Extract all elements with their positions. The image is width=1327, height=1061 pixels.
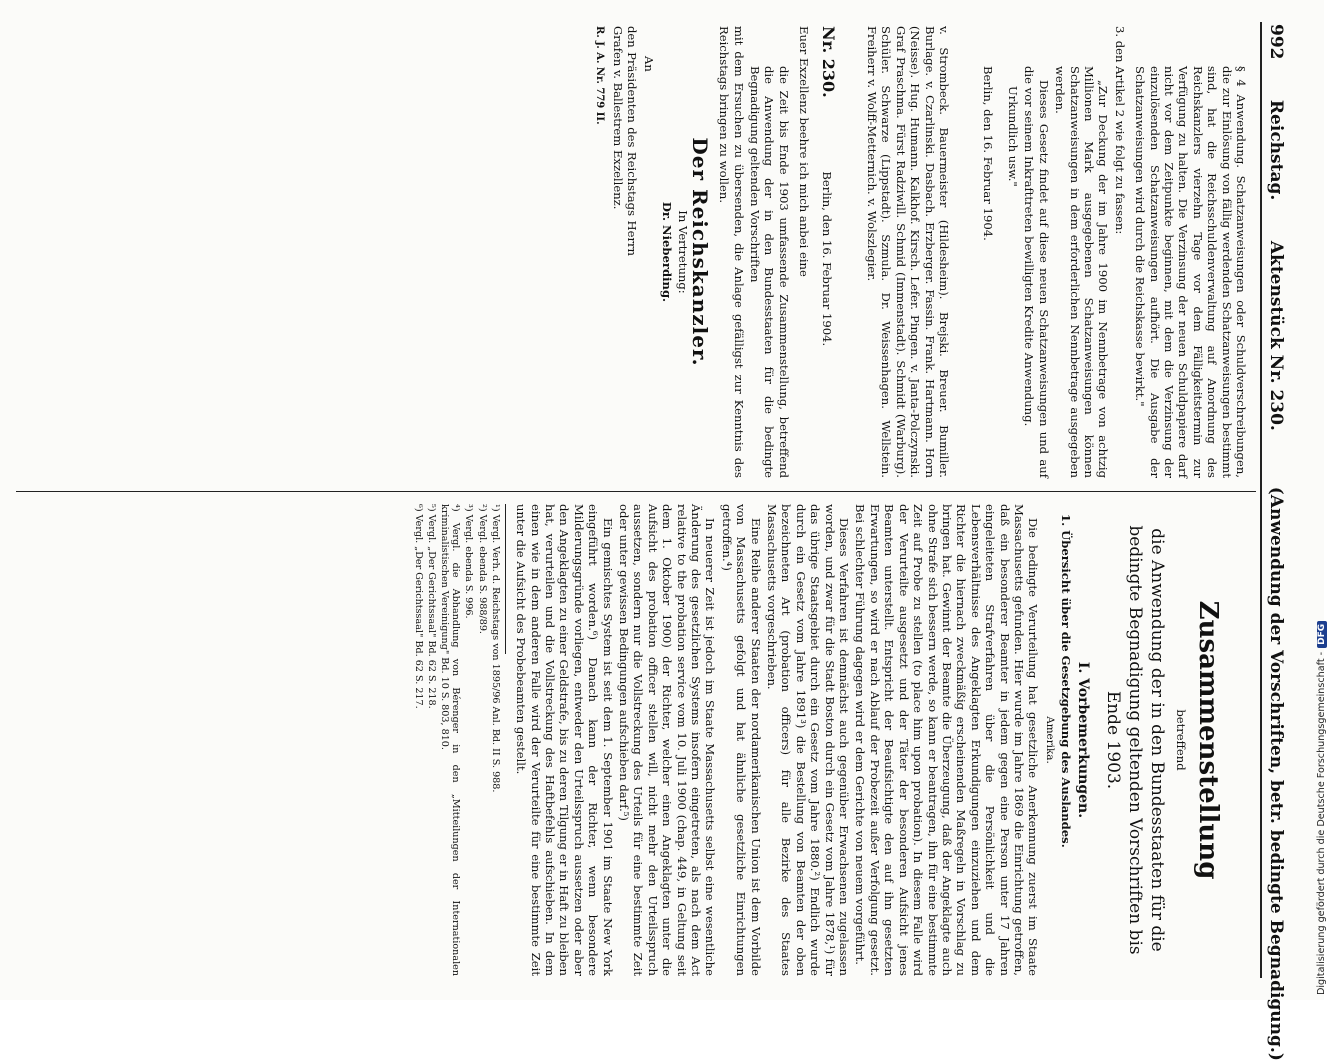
column-divider [16, 491, 1256, 492]
footnote-2: ²) Vergl. ebenda S. 988/89. [476, 504, 488, 634]
left-column [590, 26, 1248, 478]
salutation: Euer Exzellenz beehre ich mich anbei eine [797, 26, 812, 277]
nr-230 [818, 26, 838, 478]
signer-title: Der Reichskanzler. [687, 137, 712, 367]
paragraph-4: In neuerer Zeit ist jedoch im Staate Massachusetts selbst eine wesentliche Änderung des gesetzlichen Systems insofern eingetreten, als nach dem Act relative to the probation service vom 10. Juli 1900 (chap. 449, in Geltung seit dem 1. Oktober 1900) der Richter, welcher einen Angeklagten unter die Aufsicht des probation officer stellen will, nicht mehr den Urteilsspruch aussetzen, sondern nur die Vollstreckung des Urteils für eine bestimmte Zeit oder unter gewissen Bedingungen aufschieben darf.⁵) [617, 504, 718, 976]
letter-body: die Zeit bis Ende 1903 umfassende Zusammenstellung, betreffend die Anwendung der in den Bundesstaaten für die bedingte Begnadigung geltenden Vorschriften [748, 66, 791, 478]
letter-body-2: mit dem Ersuchen zu übersenden, die Anlage gefälligst zur Kenntnis des Reichstags bringen zu wollen. [717, 26, 746, 478]
header-rule [1260, 22, 1262, 978]
artikel-3: 3. den Artikel 2 wie folgt zu fassen: [1112, 26, 1127, 235]
aktenstueck-label: Aktenstück Nr. 230. [1266, 240, 1286, 431]
paragraph-5: Ein gemischtes System ist seit dem 1. September 1901 im Staate New York eingeführt worden.⁶) Danach kann der Richter, wenn besondere Milderungsgründe vorliegen, entweder den Urteilsspruch aussetzen oder aber den Angeklagten zu einer Geldstrafe, bis zu deren Tilgung er in Haft zu bleiben hat, verurteilen und die Vollstreckung des Haftbefehls aufschieben. In dem einen wie in dem anderen Falle wird der Verurteilte für eine bestimmte Zeit unter die Aufsicht des Probebeamten gestellt. [514, 504, 615, 976]
betreffend: betreffend [1174, 709, 1188, 771]
reichstag-label: Reichstag. [1266, 99, 1286, 201]
urkundlich: Urkundlich usw." [1005, 86, 1020, 187]
page-header [1266, 24, 1286, 1061]
footnotes [412, 504, 500, 976]
dfg-logo: DFG [1317, 621, 1327, 648]
quote-zur-deckung: „Zur Deckung der im Jahre 1900 im Nennbetrage von achtzig Millionen Mark ausgegebenen Schatzanweisungen können Schatzanweisungen in dem erforderlichen Nennbetrage ausgegeben werden. [1053, 66, 1111, 478]
date-2: Berlin, den 16. Februar 1904. [819, 171, 834, 347]
signer-name: Dr. Nieberding. [660, 201, 674, 303]
digitization-text: Digitalisierung gefördert durch die Deutsche Forschungsgemeinschaft - [1316, 651, 1327, 995]
header-subject: (Anwendung der Vorschriften, betr. bedingte Begnadigung.) [1266, 486, 1286, 1061]
amerika-heading: Amerika. [1043, 716, 1056, 764]
footnote-3: ³) Vergl. ebenda S. 996. [463, 504, 475, 619]
paragraph-3: Eine Reihe anderer Staaten der nordamerikanischen Union ist dem Vorbilde von Massachusetts gefolgt und hat ähnliche gesetzliche Einrichtungen getroffen.⁴) [719, 504, 763, 976]
footnote-1: ¹) Vergl. Verh. d. Reichstags von 1895/96 Anl. Bd. II S. 988. [489, 504, 501, 793]
reference-number: R. J. A. Nr. 779 II. [594, 26, 606, 125]
page-number: 992 [1266, 24, 1286, 60]
footnote-rule [505, 504, 506, 654]
section-1-heading: I. Vorbemerkungen. [1074, 661, 1091, 819]
footnote-4: ⁴) Vergl. die Abhandlung von Bérenger in den „Mitteilungen der Internationalen kriminalistischen Vereinigung" Bd. 10 S. 803, 810. [438, 504, 462, 976]
an: An [641, 56, 656, 72]
in-vertretung: In Vertretung: [676, 210, 691, 294]
footnote-6: ⁶) Vergl. „Der Gerichtssaal" Bd. 62 S. 217. [412, 504, 424, 709]
quote-gesetz: Dieses Gesetz findet auf diese neuen Schatzanweisungen und auf die vor seinem Inkrafttreten bewilligten Kredite Anwendung. [1022, 66, 1051, 478]
footnote-5: ⁵) Vergl. „Der Gerichtssaal" Bd. 62 S. 218. [425, 504, 437, 709]
right-column [410, 504, 1248, 976]
nr-label: Nr. 230. [818, 26, 838, 98]
date-1: Berlin, den 16. Februar 1904. [981, 66, 996, 241]
paragraph-2: Dieses Verfahren ist demnächst auch gegenüber Erwachsenen zugelassen worden, und zwar für die Stadt Boston durch ein Gesetz vom Jahre 1878,¹) für das übrige Staatsgebiet durch ein Gesetz vom Jahre 1880.²) Endlich wurde durch ein Gesetz vom Jahre 1891³) die Bestellung von Beamten der oben bezeichneten Art (probation officers) für alle Bezirke des Staates Massachusetts vorgeschrieben. [765, 504, 852, 976]
digitization-sidebar [1296, 0, 1327, 1000]
signatories: v. Strombeck. Bauermeister (Hildesheim). Brejski. Breuer. Bumiller. Burlage. v. Czarlinski. Dasbach. Erzberger. Fassin. Frank. Hartmann. Horn (Neisse). Hug. Humann. Kalkhof. Kirsch. Lefer. Pingen. v. Janta-Polczynski. Graf Praschma. Fürst Radziwill. Schmid (Immenstadt). Schmidt (Warburg). Schüler. Schwarze (Lippstadt). Szmula. Dr. Weissenhagen. Wellstein. Freiherr v. Wolff-Metternich. v. Wolszlegier. [865, 26, 952, 478]
paragraph-1: Die bedingte Verurteilung hat gesetzliche Anerkennung zuerst im Staate Massachusetts gefunden. Hier wurde im Jahre 1869 die Einrichtung getroffen, daß ein besonderer Beamter in jedem gegen eine Person unter 17 Jahren eingeleiteten Strafverfahren über die Persönlichkeit und die Lebensverhältnisse des Angeklagten Erkundigungen einzuziehen und dem Richter die hiernach zweckmäßig erscheinenden Maßregeln in Vorschlag zu bringen hat. Gewinnt der Beamte die Überzeugung, daß der Angeklagte auch ohne Strafe sich bessern werde, so kann er beantragen, ihn für eine bestimmte Zeit auf Probe zu stellen (to place him upon probation). In diesem Falle wird der Verurteilte ausgesetzt und der Täter der besonderen Aufsicht jenes Beamten unterstellt. Entspricht der Beaufsichtigte den auf ihn gesetzten Erwartungen, so wird er nach Ablauf der Probezeit außer Verfolgung gesetzt. Bei schlechter Führung dagegen wird er dem Gerichte von neuem vorgeführt. [853, 504, 1041, 976]
digitization-note [1316, 621, 1327, 995]
document-title: Zusammenstellung [1193, 600, 1223, 880]
para-4: § 4 Anwendung. Schatzanweisungen oder Schuldverschreibungen, die zur Einlösung von fällig werdenden Schatzanweisungen bestimmt sind, hat die Reichsschuldenverwaltung auf Anordnung des Reichskanzlers vierzehn Tage vor dem Fälligkeitstermin zur Verfügung zu halten. Die Verzinsung der neuen Schuldpapiere darf nicht vor dem Zeitpunkte beginnen, mit dem die Verzinsung der einzulösenden Schatzanweisungen aufhört. Die Ausgabe der Schatzanweisungen wird durch die Reichskasse bewirkt." [1133, 66, 1248, 478]
addressee: den Präsidenten des Reichstags Herrn Grafen v. Ballestrem Exzellenz. [610, 26, 640, 256]
document-subtitle: die Anwendung der in den Bundesstaaten für die bedingte Begnadigung geltenden Vorschriften bis Ende 1903. [1102, 525, 1167, 955]
subsection-1-heading: 1. Übersicht über die Gesetzgebung des Auslandes. [1059, 514, 1074, 848]
